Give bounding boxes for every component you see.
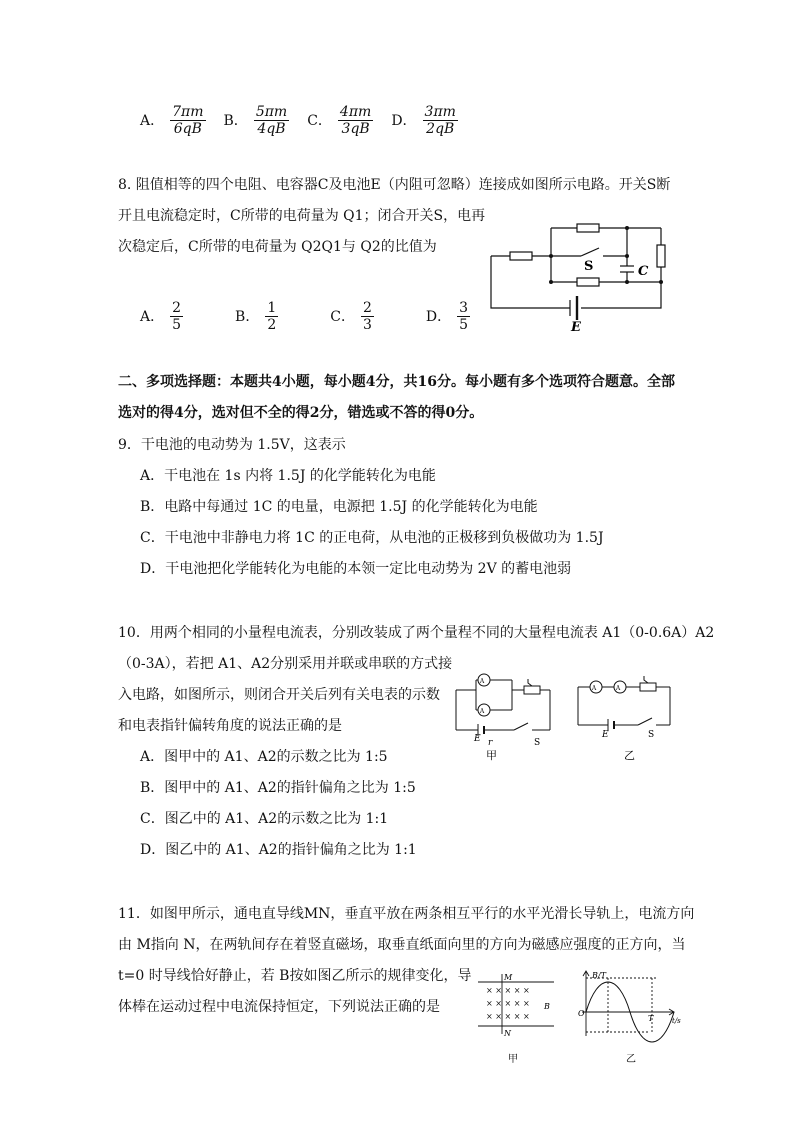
q8-stem-line2: 开且电流稳定时，C所带的电荷量为 Q1；闭合开关S，电再: [118, 208, 486, 224]
q11-label-b: B: [544, 1002, 550, 1011]
q11-stem-line4: 体棒在运动过程中电流保持恒定，下列说法正确的是: [118, 999, 440, 1015]
q9-option-c[interactable]: C．干电池中非静电力将 1C 的正电荷，从电池的正极移到负极做功为 1.5J: [140, 530, 604, 546]
q11-yi-caption: 乙: [626, 1054, 636, 1065]
q10-jia-s-label: S: [534, 738, 541, 748]
svg-text:A: A: [479, 708, 485, 715]
svg-text:× × × × ×: × × × × ×: [486, 1012, 530, 1021]
q8-stem-line1: 8. 阻值相等的四个电阻、电容器C及电池E（内阻可忽略）连接成如图所示电路。开关S断: [118, 177, 671, 193]
q8-option-c[interactable]: C． $\frac{2}{3}$: [330, 299, 372, 333]
section2-heading-line2: 选对的得4分，选对但不全的得2分，错选或不答的得0分。: [118, 405, 484, 421]
q8-battery-label: E: [571, 320, 581, 333]
q10-option-b[interactable]: B．图甲中的 A1、A2的指针偏角之比为 1:5: [140, 780, 416, 796]
q7-option-b[interactable]: B． $\frac{5\pi m}{4qB}$: [223, 103, 288, 137]
q8-switch-label: S: [584, 259, 594, 274]
q11-stem-line1: 11．如图甲所示，通电直导线MN，垂直平放在两条相互平行的水平光滑长导轨上，电流方向: [118, 906, 695, 922]
q11-label-n: N: [504, 1029, 511, 1038]
q10-figure-jia: [456, 674, 550, 736]
section2-heading-line1: 二、多项选择题：本题共4小题，每小题4分，共16分。每小题有多个选项符合题意。全部: [118, 374, 675, 390]
q8-stem-line3: 次稳定后，C所带的电荷量为 Q2Q1与 Q2的比值为: [118, 239, 437, 255]
q7-options: [140, 100, 476, 140]
q11-label-t: T: [648, 1014, 654, 1023]
q10-jia-e-label: E: [474, 734, 481, 744]
q10-stem-line4: 和电表指针偏转角度的说法正确的是: [118, 718, 342, 734]
q8-capacitor-label: C: [638, 264, 649, 279]
q10-stem-line1: 10．用两个相同的小量程电流表，分别改装成了两个量程不同的大量程电流表 A1（0-0.6A）A2: [118, 625, 715, 641]
q11-label-bt: B/T: [592, 971, 606, 980]
q9-option-a[interactable]: A．干电池在 1s 内将 1.5J 的化学能转化为电能: [140, 468, 436, 484]
svg-text:× × × × ×: × × × × ×: [486, 986, 530, 995]
q8-option-d[interactable]: D． $\frac{3}{5}$: [425, 299, 469, 333]
q10-option-c[interactable]: C．图乙中的 A1、A2的示数之比为 1:1: [140, 811, 389, 827]
q10-yi-caption: 乙: [624, 749, 635, 762]
q9-option-d[interactable]: D．干电池把化学能转化为电能的本领一定比电动势为 2V 的蓄电池弱: [140, 561, 572, 577]
q11-jia-caption: 甲: [508, 1054, 518, 1065]
q7-option-d[interactable]: D． $\frac{3\pi m}{2qB}$: [391, 103, 456, 137]
svg-text:A: A: [615, 685, 621, 692]
q10-stem-line3: 入电路，如图所示，则闭合开关后列有关电表的示数: [118, 687, 440, 703]
q7-option-a[interactable]: A． $\frac{7\pi m}{6qB}$: [140, 103, 204, 137]
q9-option-b[interactable]: B．电路中每通过 1C 的电量，电源把 1.5J 的化学能转化为电能: [140, 499, 538, 515]
q10-circuit-diagrams: [448, 665, 693, 765]
svg-text:A: A: [479, 678, 485, 685]
q11-label-ts: t/s: [672, 1017, 681, 1025]
q10-yi-e-label: E: [602, 730, 609, 740]
q7-option-c[interactable]: C． $\frac{4\pi m}{3qB}$: [307, 103, 372, 137]
q9-stem: 9．干电池的电动势为 1.5V，这表示: [118, 437, 346, 453]
q10-option-a[interactable]: A．图甲中的 A1、A2的示数之比为 1:5: [140, 749, 388, 765]
q10-option-d[interactable]: D．图乙中的 A1、A2的指针偏角之比为 1:1: [140, 842, 417, 858]
q10-stem-line2: （0-3A），若把 A1、A2分别采用并联或串联的方式接: [118, 656, 453, 672]
q11-label-o: O: [578, 1009, 585, 1018]
q11-stem-line3: t=0 时导线恰好静止，若 B按如图乙所示的规律变化，导: [118, 968, 472, 984]
q11-figures: [478, 968, 688, 1068]
q10-jia-r-label: r: [488, 738, 493, 748]
q11-label-m: M: [504, 973, 513, 982]
q11-stem-line2: 由 M指向 N，在两轨间存在着竖直磁场，取垂直纸面向里的方向为磁感应强度的正方向，当: [118, 937, 686, 953]
svg-text:× × × × ×: × × × × ×: [486, 999, 530, 1008]
q11-figure-yi: [582, 971, 674, 1042]
q8-circuit-diagram: [485, 218, 675, 333]
svg-text:A: A: [591, 685, 597, 692]
q10-jia-caption: 甲: [486, 749, 497, 762]
q8-option-a[interactable]: A． $\frac{2}{5}$: [140, 299, 182, 333]
q10-yi-s-label: S: [648, 730, 655, 740]
q8-options: [140, 298, 488, 334]
q8-option-b[interactable]: B． $\frac{1}{2}$: [235, 299, 277, 333]
